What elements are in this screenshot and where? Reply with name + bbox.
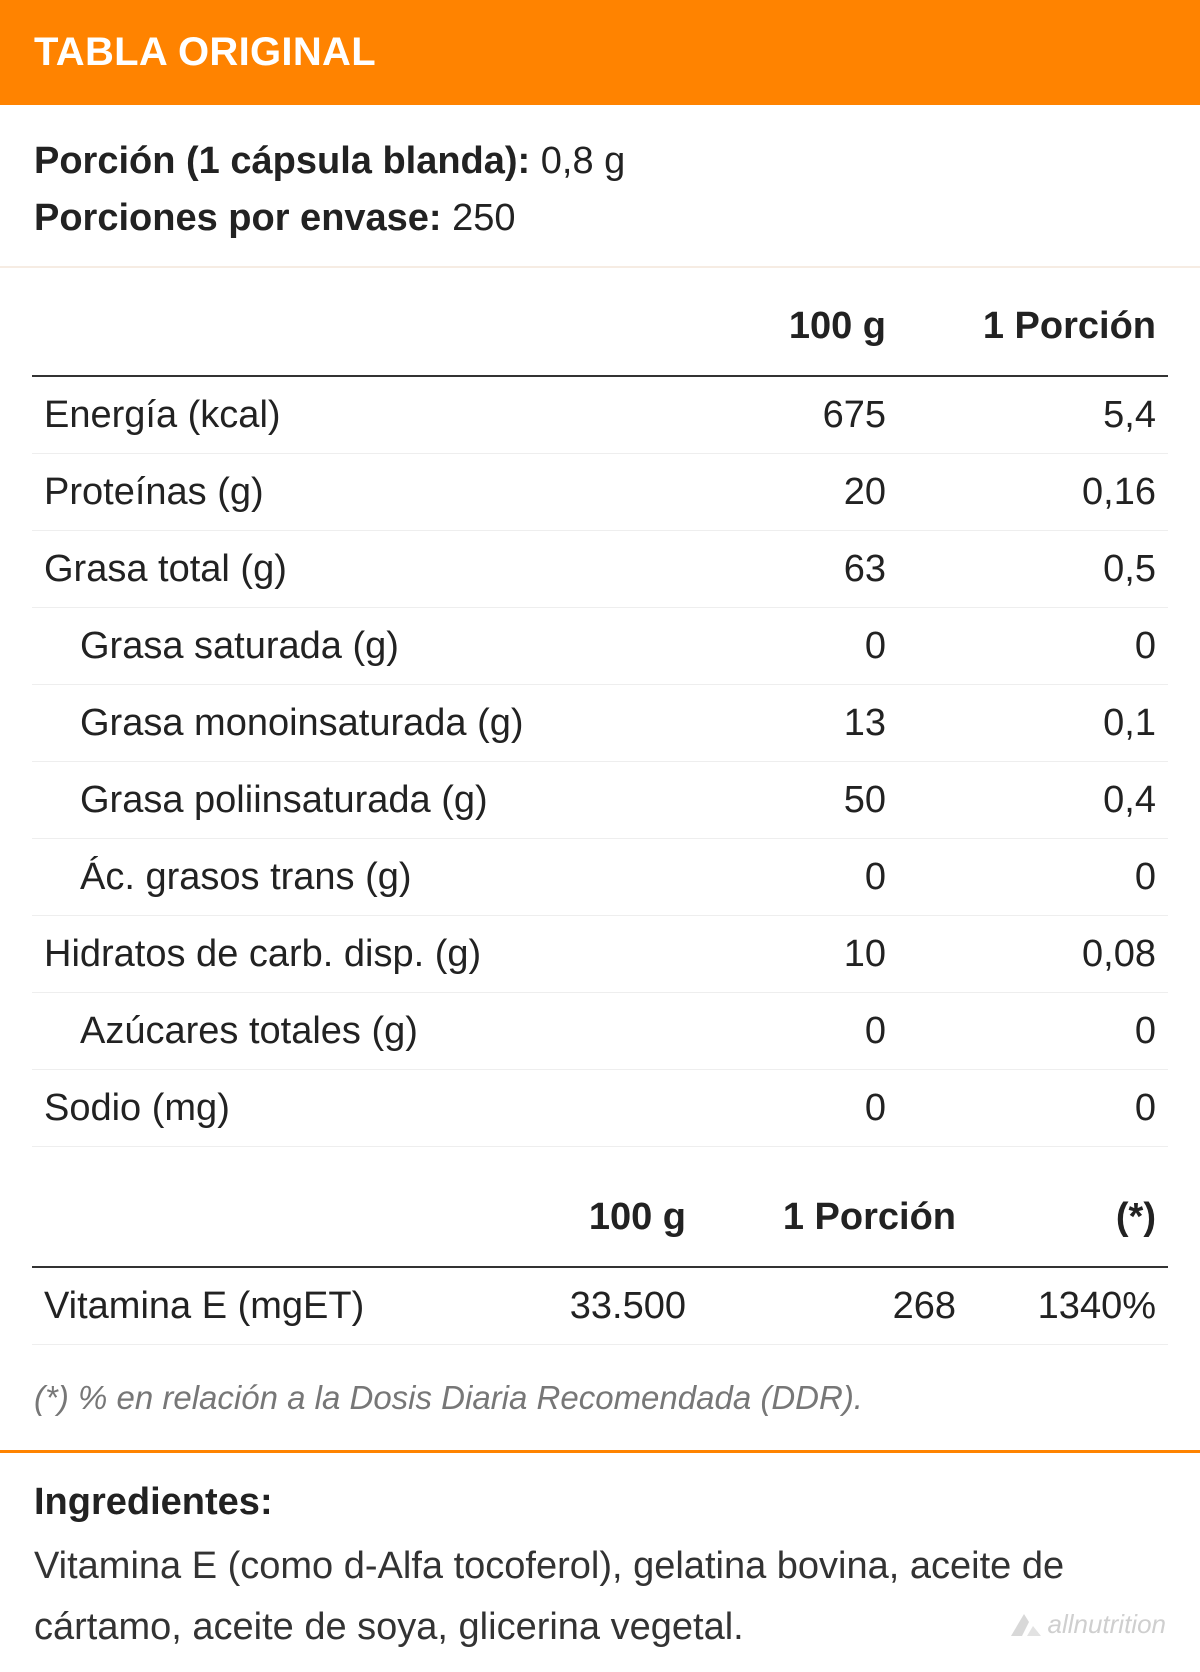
header-portion: 1 Porción bbox=[898, 268, 1168, 376]
servings-value: 250 bbox=[452, 197, 516, 239]
table-row bbox=[32, 839, 1168, 916]
table-row bbox=[32, 1267, 1168, 1345]
table-row bbox=[32, 916, 1168, 993]
nutrient-per100: 0 bbox=[718, 608, 898, 685]
vitamin-ddr: 1340% bbox=[968, 1267, 1168, 1345]
nutrient-portion: 0 bbox=[898, 608, 1168, 685]
header-title: TABLA ORIGINAL bbox=[34, 30, 376, 74]
nutrient-per100: 0 bbox=[718, 1070, 898, 1147]
portion-value: 0,8 g bbox=[540, 140, 626, 182]
nutrient-portion: 0 bbox=[898, 839, 1168, 916]
nutrient-label: Proteínas (g) bbox=[32, 454, 718, 531]
vitamin-header-row bbox=[32, 1169, 1168, 1267]
vitamin-portion: 268 bbox=[698, 1267, 968, 1345]
ddr-footnote: (*) % en relación a la Dosis Diaria Recomendada (DDR). bbox=[0, 1345, 1200, 1453]
table-row bbox=[32, 608, 1168, 685]
nutrient-label: Azúcares totales (g) bbox=[32, 993, 718, 1070]
table-row bbox=[32, 762, 1168, 839]
nutrient-portion: 0,16 bbox=[898, 454, 1168, 531]
ingredients-text: Vitamina E (como d-Alfa tocoferol), gelatina bovina, aceite de cártamo, aceite de soya, glicerina vegetal. bbox=[34, 1545, 1065, 1648]
table-row bbox=[32, 531, 1168, 608]
nutrient-label: Hidratos de carb. disp. (g) bbox=[32, 916, 718, 993]
nutrient-per100: 675 bbox=[718, 376, 898, 454]
nutrition-body bbox=[32, 376, 1168, 1147]
serving-info bbox=[0, 105, 1200, 268]
nutrient-per100: 0 bbox=[718, 993, 898, 1070]
nutrient-per100: 20 bbox=[718, 454, 898, 531]
brand-name: allnutrition bbox=[1047, 1609, 1166, 1639]
table-row bbox=[32, 454, 1168, 531]
nutrient-per100: 13 bbox=[718, 685, 898, 762]
servings-label: Porciones por envase: bbox=[34, 197, 442, 239]
nutrient-label: Energía (kcal) bbox=[32, 376, 718, 454]
nutrient-label: Grasa monoinsaturada (g) bbox=[32, 685, 718, 762]
nutrition-table-wrap bbox=[0, 268, 1200, 1345]
table-row bbox=[32, 376, 1168, 454]
nutrient-portion: 0,1 bbox=[898, 685, 1168, 762]
nutrient-portion: 0,5 bbox=[898, 531, 1168, 608]
vitamin-header-portion: 1 Porción bbox=[698, 1169, 968, 1267]
vitamin-header-ddr: (*) bbox=[968, 1169, 1168, 1267]
nutrient-portion: 0 bbox=[898, 1070, 1168, 1147]
nutrition-table bbox=[32, 268, 1168, 1147]
vitamin-header-per100: 100 g bbox=[498, 1169, 698, 1267]
header-per100: 100 g bbox=[718, 268, 898, 376]
header-bar bbox=[0, 0, 1200, 105]
nutrient-label: Grasa poliinsaturada (g) bbox=[32, 762, 718, 839]
nutrient-per100: 0 bbox=[718, 839, 898, 916]
nutrient-per100: 63 bbox=[718, 531, 898, 608]
nutrient-portion: 0,08 bbox=[898, 916, 1168, 993]
brand-watermark bbox=[1009, 1609, 1166, 1640]
nutrient-label: Sodio (mg) bbox=[32, 1070, 718, 1147]
nutrient-label: Grasa total (g) bbox=[32, 531, 718, 608]
nutrient-per100: 10 bbox=[718, 916, 898, 993]
portion-label: Porción (1 cápsula blanda): bbox=[34, 140, 531, 182]
header-label-cell bbox=[32, 268, 718, 376]
nutrient-per100: 50 bbox=[718, 762, 898, 839]
portion-line bbox=[34, 133, 1166, 190]
table-row bbox=[32, 685, 1168, 762]
vitamin-per100: 33.500 bbox=[498, 1267, 698, 1345]
table-row bbox=[32, 993, 1168, 1070]
nutrient-portion: 0 bbox=[898, 993, 1168, 1070]
nutrient-label: Grasa saturada (g) bbox=[32, 608, 718, 685]
table-row bbox=[32, 1070, 1168, 1147]
nutrition-header-row bbox=[32, 268, 1168, 376]
ingredients-title: Ingredientes: bbox=[34, 1481, 273, 1523]
vitamin-table bbox=[32, 1169, 1168, 1345]
vitamin-label: Vitamina E (mgET) bbox=[32, 1267, 498, 1345]
nutrient-portion: 0,4 bbox=[898, 762, 1168, 839]
nutrient-label: Ác. grasos trans (g) bbox=[32, 839, 718, 916]
allnutrition-logo-icon bbox=[1009, 1612, 1043, 1638]
nutrient-portion: 5,4 bbox=[898, 376, 1168, 454]
servings-line bbox=[34, 190, 1166, 247]
vitamin-header-label-cell bbox=[32, 1169, 498, 1267]
